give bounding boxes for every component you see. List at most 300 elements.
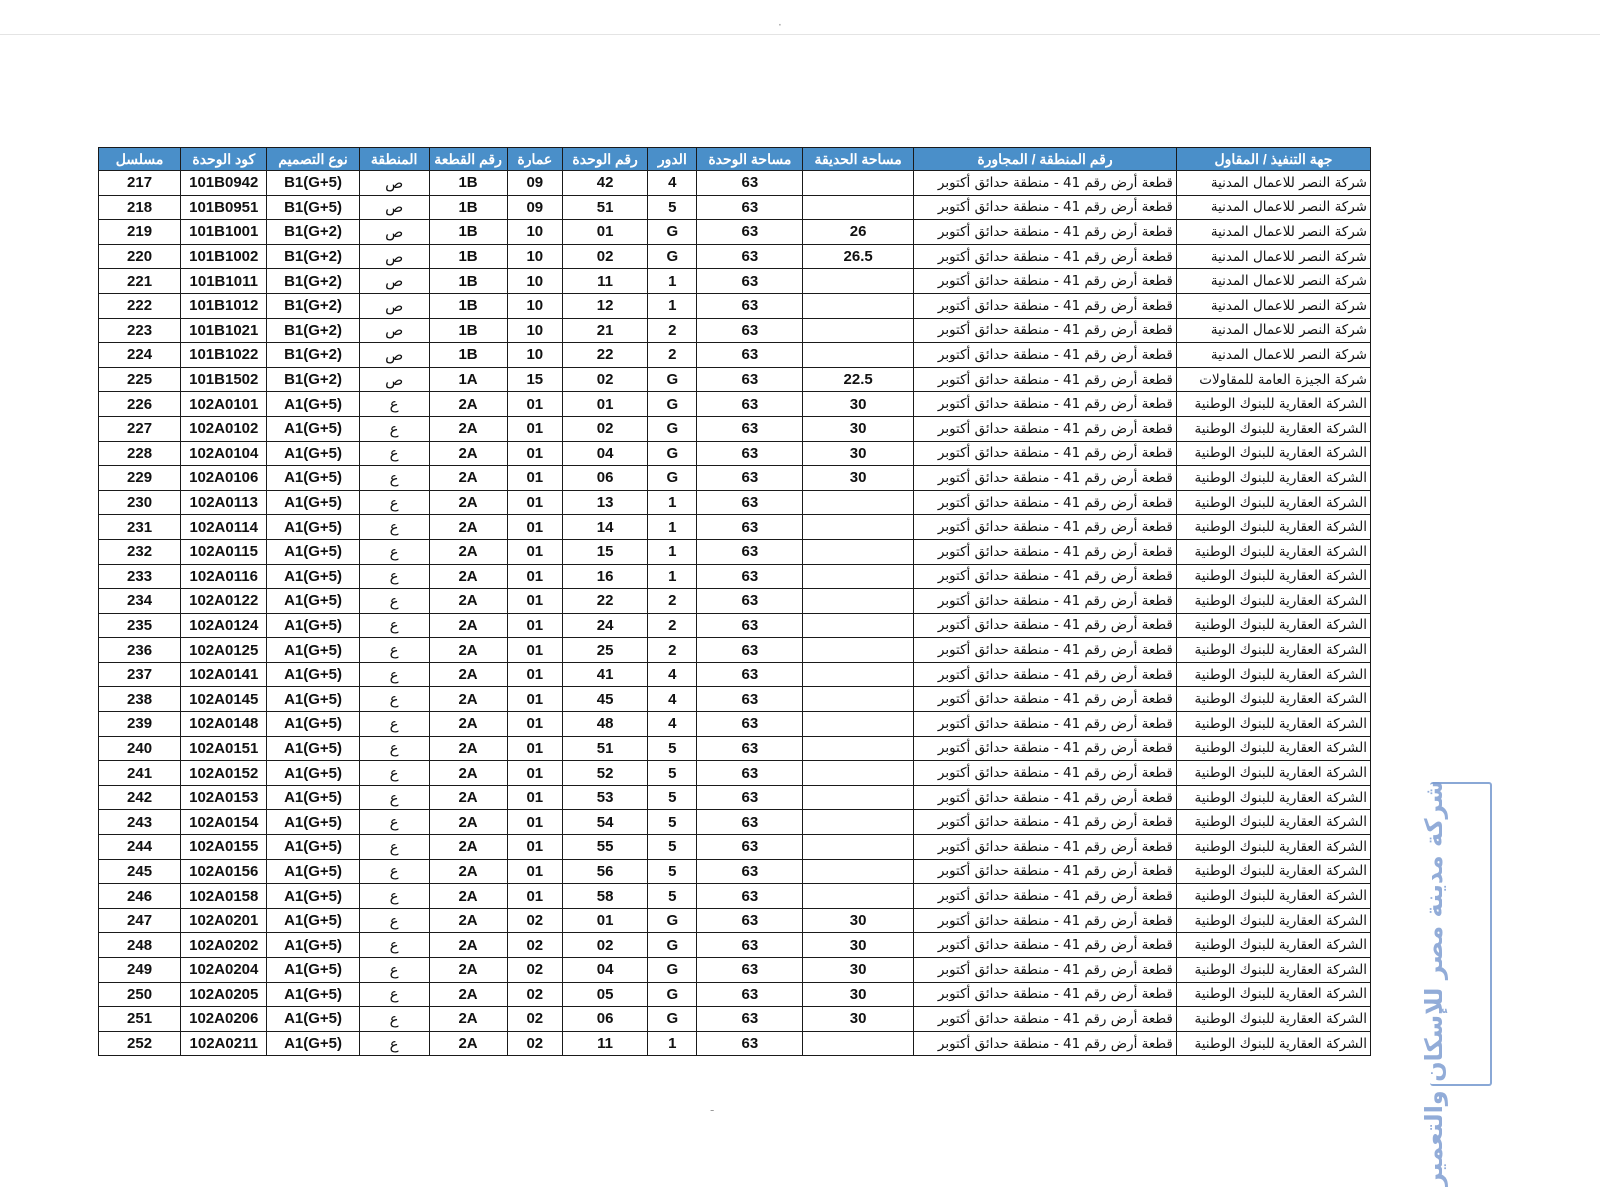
garden-area-cell (803, 539, 914, 564)
unit-code-cell: 102A0106 (181, 466, 267, 491)
plot-no-cell: 2A (429, 810, 507, 835)
region-cell: قطعة أرض رقم 41 - منطقة حدائق أكتوبر (914, 810, 1177, 835)
header-unit-code: كود الوحدة (181, 148, 267, 171)
unit-code-cell: 101B0951 (181, 195, 267, 220)
unit-area-cell: 63 (697, 687, 803, 712)
serial-cell: 230 (99, 490, 181, 515)
table-row (99, 1031, 1371, 1056)
region-cell: قطعة أرض رقم 41 - منطقة حدائق أكتوبر (914, 269, 1177, 294)
zone-cell: ع (359, 490, 429, 515)
floor-cell: G (648, 908, 697, 933)
table-row (99, 712, 1371, 737)
unit-no-cell: 51 (563, 195, 648, 220)
region-cell: قطعة أرض رقم 41 - منطقة حدائق أكتوبر (914, 662, 1177, 687)
region-cell: قطعة أرض رقم 41 - منطقة حدائق أكتوبر (914, 933, 1177, 958)
plot-no-cell: 2A (429, 490, 507, 515)
unit-no-cell: 05 (563, 982, 648, 1007)
table-row (99, 392, 1371, 417)
unit-code-cell: 102A0206 (181, 1007, 267, 1032)
garden-area-cell: 30 (803, 392, 914, 417)
unit-code-cell: 101B1011 (181, 269, 267, 294)
unit-code-cell: 102A0122 (181, 589, 267, 614)
zone-cell: ع (359, 982, 429, 1007)
unit-area-cell: 63 (697, 638, 803, 663)
table-row (99, 416, 1371, 441)
region-cell: قطعة أرض رقم 41 - منطقة حدائق أكتوبر (914, 564, 1177, 589)
floor-cell: G (648, 220, 697, 245)
contractor-cell: شركة النصر للاعمال المدنية (1176, 171, 1370, 196)
unit-code-cell: 102A0152 (181, 761, 267, 786)
serial-cell: 240 (99, 736, 181, 761)
unit-code-cell: 102A0151 (181, 736, 267, 761)
building-cell: 01 (507, 884, 562, 909)
serial-cell: 231 (99, 515, 181, 540)
garden-area-cell (803, 835, 914, 860)
region-cell: قطعة أرض رقم 41 - منطقة حدائق أكتوبر (914, 736, 1177, 761)
unit-no-cell: 01 (563, 392, 648, 417)
zone-cell: ع (359, 662, 429, 687)
table-row (99, 195, 1371, 220)
unit-area-cell: 63 (697, 662, 803, 687)
building-cell: 01 (507, 564, 562, 589)
unit-no-cell: 02 (563, 933, 648, 958)
zone-cell: ص (359, 269, 429, 294)
plot-no-cell: 2A (429, 613, 507, 638)
region-cell: قطعة أرض رقم 41 - منطقة حدائق أكتوبر (914, 195, 1177, 220)
building-cell: 02 (507, 933, 562, 958)
unit-no-cell: 42 (563, 171, 648, 196)
floor-cell: 2 (648, 613, 697, 638)
zone-cell: ع (359, 761, 429, 786)
design-type-cell: A1(G+5) (267, 662, 359, 687)
unit-no-cell: 04 (563, 441, 648, 466)
header-zone: المنطقة (359, 148, 429, 171)
serial-cell: 245 (99, 859, 181, 884)
unit-no-cell: 12 (563, 293, 648, 318)
region-cell: قطعة أرض رقم 41 - منطقة حدائق أكتوبر (914, 958, 1177, 983)
design-type-cell: A1(G+5) (267, 416, 359, 441)
contractor-cell: الشركة العقارية للبنوك الوطنية (1176, 908, 1370, 933)
zone-cell: ع (359, 835, 429, 860)
unit-area-cell: 63 (697, 171, 803, 196)
building-cell: 01 (507, 638, 562, 663)
garden-area-cell: 26.5 (803, 244, 914, 269)
garden-area-cell (803, 736, 914, 761)
design-type-cell: A1(G+5) (267, 589, 359, 614)
unit-no-cell: 51 (563, 736, 648, 761)
floor-cell: 2 (648, 589, 697, 614)
unit-area-cell: 63 (697, 441, 803, 466)
zone-cell: ص (359, 195, 429, 220)
region-cell: قطعة أرض رقم 41 - منطقة حدائق أكتوبر (914, 220, 1177, 245)
table-row (99, 835, 1371, 860)
garden-area-cell (803, 761, 914, 786)
zone-cell: ص (359, 343, 429, 368)
building-cell: 01 (507, 392, 562, 417)
design-type-cell: B1(G+2) (267, 293, 359, 318)
unit-area-cell: 63 (697, 736, 803, 761)
plot-no-cell: 2A (429, 859, 507, 884)
plot-no-cell: 2A (429, 564, 507, 589)
unit-code-cell: 102A0141 (181, 662, 267, 687)
serial-cell: 247 (99, 908, 181, 933)
zone-cell: ع (359, 564, 429, 589)
serial-cell: 229 (99, 466, 181, 491)
plot-no-cell: 2A (429, 392, 507, 417)
contractor-cell: الشركة العقارية للبنوك الوطنية (1176, 736, 1370, 761)
serial-cell: 242 (99, 785, 181, 810)
serial-cell: 224 (99, 343, 181, 368)
building-cell: 01 (507, 810, 562, 835)
floor-cell: 1 (648, 515, 697, 540)
serial-cell: 218 (99, 195, 181, 220)
building-cell: 01 (507, 539, 562, 564)
table-row (99, 171, 1371, 196)
plot-no-cell: 2A (429, 1031, 507, 1056)
garden-area-cell (803, 343, 914, 368)
header-unit-area: مساحة الوحدة (697, 148, 803, 171)
unit-no-cell: 01 (563, 220, 648, 245)
garden-area-cell (803, 195, 914, 220)
zone-cell: ع (359, 441, 429, 466)
design-type-cell: A1(G+5) (267, 466, 359, 491)
building-cell: 01 (507, 712, 562, 737)
zone-cell: ص (359, 171, 429, 196)
region-cell: قطعة أرض رقم 41 - منطقة حدائق أكتوبر (914, 244, 1177, 269)
contractor-cell: الشركة العقارية للبنوك الوطنية (1176, 761, 1370, 786)
header-region: رقم المنطقة / المجاورة (914, 148, 1177, 171)
unit-no-cell: 56 (563, 859, 648, 884)
unit-code-cell: 102A0148 (181, 712, 267, 737)
garden-area-cell (803, 515, 914, 540)
zone-cell: ع (359, 810, 429, 835)
unit-no-cell: 04 (563, 958, 648, 983)
garden-area-cell (803, 171, 914, 196)
garden-area-cell: 30 (803, 1007, 914, 1032)
floor-cell: 5 (648, 810, 697, 835)
unit-code-cell: 102A0124 (181, 613, 267, 638)
design-type-cell: B1(G+2) (267, 343, 359, 368)
contractor-cell: الشركة العقارية للبنوك الوطنية (1176, 982, 1370, 1007)
building-cell: 09 (507, 195, 562, 220)
floor-cell: 5 (648, 761, 697, 786)
plot-no-cell: 2A (429, 761, 507, 786)
zone-cell: ص (359, 220, 429, 245)
zone-cell: ع (359, 466, 429, 491)
unit-area-cell: 63 (697, 1031, 803, 1056)
serial-cell: 248 (99, 933, 181, 958)
header-building: عمارة (507, 148, 562, 171)
design-type-cell: A1(G+5) (267, 1031, 359, 1056)
design-type-cell: A1(G+5) (267, 539, 359, 564)
unit-no-cell: 22 (563, 343, 648, 368)
building-cell: 02 (507, 1007, 562, 1032)
table-row (99, 982, 1371, 1007)
table-row (99, 269, 1371, 294)
unit-code-cell: 102A0156 (181, 859, 267, 884)
serial-cell: 217 (99, 171, 181, 196)
building-cell: 01 (507, 613, 562, 638)
table-row (99, 293, 1371, 318)
unit-area-cell: 63 (697, 761, 803, 786)
region-cell: قطعة أرض رقم 41 - منطقة حدائق أكتوبر (914, 466, 1177, 491)
unit-area-cell: 63 (697, 982, 803, 1007)
table-body (99, 171, 1371, 1056)
floor-cell: 5 (648, 195, 697, 220)
floor-cell: 5 (648, 736, 697, 761)
garden-area-cell (803, 785, 914, 810)
plot-no-cell: 2A (429, 638, 507, 663)
unit-no-cell: 24 (563, 613, 648, 638)
contractor-cell: شركة الجيزة العامة للمقاولات (1176, 367, 1370, 392)
unit-code-cell: 102A0145 (181, 687, 267, 712)
unit-no-cell: 52 (563, 761, 648, 786)
plot-no-cell: 2A (429, 687, 507, 712)
table-row (99, 613, 1371, 638)
plot-no-cell: 2A (429, 835, 507, 860)
building-cell: 01 (507, 785, 562, 810)
serial-cell: 219 (99, 220, 181, 245)
zone-cell: ع (359, 613, 429, 638)
unit-no-cell: 06 (563, 1007, 648, 1032)
header-design-type: نوع التصميم (267, 148, 359, 171)
plot-no-cell: 2A (429, 416, 507, 441)
plot-no-cell: 2A (429, 884, 507, 909)
design-type-cell: A1(G+5) (267, 564, 359, 589)
floor-cell: 1 (648, 269, 697, 294)
floor-cell: 1 (648, 539, 697, 564)
building-cell: 02 (507, 958, 562, 983)
region-cell: قطعة أرض رقم 41 - منطقة حدائق أكتوبر (914, 687, 1177, 712)
header-contractor: جهة التنفيذ / المقاول (1176, 148, 1370, 171)
serial-cell: 246 (99, 884, 181, 909)
table-row (99, 958, 1371, 983)
table-header-row (99, 148, 1371, 171)
floor-cell: 5 (648, 835, 697, 860)
header-unit-no: رقم الوحدة (563, 148, 648, 171)
design-type-cell: A1(G+5) (267, 613, 359, 638)
zone-cell: ع (359, 859, 429, 884)
garden-area-cell: 30 (803, 933, 914, 958)
building-cell: 10 (507, 269, 562, 294)
unit-no-cell: 22 (563, 589, 648, 614)
serial-cell: 236 (99, 638, 181, 663)
zone-cell: ص (359, 367, 429, 392)
unit-no-cell: 02 (563, 244, 648, 269)
building-cell: 02 (507, 908, 562, 933)
header-floor: الدور (648, 148, 697, 171)
region-cell: قطعة أرض رقم 41 - منطقة حدائق أكتوبر (914, 293, 1177, 318)
garden-area-cell (803, 687, 914, 712)
region-cell: قطعة أرض رقم 41 - منطقة حدائق أكتوبر (914, 859, 1177, 884)
units-table (98, 147, 1371, 1056)
unit-area-cell: 63 (697, 835, 803, 860)
table-row (99, 1007, 1371, 1032)
unit-no-cell: 11 (563, 1031, 648, 1056)
design-type-cell: A1(G+5) (267, 884, 359, 909)
design-type-cell: A1(G+5) (267, 810, 359, 835)
contractor-cell: الشركة العقارية للبنوك الوطنية (1176, 564, 1370, 589)
building-cell: 01 (507, 687, 562, 712)
table-row (99, 343, 1371, 368)
garden-area-cell (803, 269, 914, 294)
unit-area-cell: 63 (697, 416, 803, 441)
plot-no-cell: 1B (429, 343, 507, 368)
plot-no-cell: 1A (429, 367, 507, 392)
plot-no-cell: 2A (429, 958, 507, 983)
unit-area-cell: 63 (697, 1007, 803, 1032)
unit-code-cell: 102A0204 (181, 958, 267, 983)
unit-code-cell: 101B1001 (181, 220, 267, 245)
table-row (99, 933, 1371, 958)
design-type-cell: A1(G+5) (267, 908, 359, 933)
unit-no-cell: 01 (563, 908, 648, 933)
unit-no-cell: 54 (563, 810, 648, 835)
zone-cell: ع (359, 416, 429, 441)
unit-code-cell: 101B0942 (181, 171, 267, 196)
floor-cell: G (648, 441, 697, 466)
plot-no-cell: 2A (429, 712, 507, 737)
floor-cell: G (648, 466, 697, 491)
serial-cell: 249 (99, 958, 181, 983)
contractor-cell: الشركة العقارية للبنوك الوطنية (1176, 515, 1370, 540)
contractor-cell: الشركة العقارية للبنوك الوطنية (1176, 466, 1370, 491)
unit-code-cell: 102A0154 (181, 810, 267, 835)
unit-code-cell: 102A0101 (181, 392, 267, 417)
header-serial: مسلسل (99, 148, 181, 171)
unit-area-cell: 63 (697, 392, 803, 417)
contractor-cell: الشركة العقارية للبنوك الوطنية (1176, 392, 1370, 417)
serial-cell: 244 (99, 835, 181, 860)
design-type-cell: A1(G+5) (267, 835, 359, 860)
plot-no-cell: 2A (429, 908, 507, 933)
unit-area-cell: 63 (697, 343, 803, 368)
contractor-cell: شركة النصر للاعمال المدنية (1176, 269, 1370, 294)
serial-cell: 234 (99, 589, 181, 614)
zone-cell: ع (359, 736, 429, 761)
unit-no-cell: 16 (563, 564, 648, 589)
serial-cell: 223 (99, 318, 181, 343)
design-type-cell: A1(G+5) (267, 1007, 359, 1032)
zone-cell: ع (359, 687, 429, 712)
serial-cell: 228 (99, 441, 181, 466)
garden-area-cell: 30 (803, 982, 914, 1007)
unit-code-cell: 101B1502 (181, 367, 267, 392)
region-cell: قطعة أرض رقم 41 - منطقة حدائق أكتوبر (914, 785, 1177, 810)
table-row (99, 515, 1371, 540)
unit-code-cell: 102A0153 (181, 785, 267, 810)
zone-cell: ص (359, 318, 429, 343)
serial-cell: 243 (99, 810, 181, 835)
floor-cell: G (648, 982, 697, 1007)
serial-cell: 233 (99, 564, 181, 589)
unit-no-cell: 15 (563, 539, 648, 564)
unit-code-cell: 102A0125 (181, 638, 267, 663)
floor-cell: 1 (648, 564, 697, 589)
unit-code-cell: 102A0114 (181, 515, 267, 540)
contractor-cell: الشركة العقارية للبنوك الوطنية (1176, 416, 1370, 441)
table-row (99, 736, 1371, 761)
floor-cell: G (648, 416, 697, 441)
table-row (99, 367, 1371, 392)
floor-cell: 1 (648, 490, 697, 515)
unit-no-cell: 02 (563, 367, 648, 392)
garden-area-cell (803, 662, 914, 687)
contractor-cell: الشركة العقارية للبنوك الوطنية (1176, 539, 1370, 564)
table-row (99, 859, 1371, 884)
region-cell: قطعة أرض رقم 41 - منطقة حدائق أكتوبر (914, 318, 1177, 343)
building-cell: 02 (507, 982, 562, 1007)
plot-no-cell: 1B (429, 269, 507, 294)
floor-cell: G (648, 244, 697, 269)
garden-area-cell (803, 1031, 914, 1056)
contractor-cell: الشركة العقارية للبنوك الوطنية (1176, 810, 1370, 835)
floor-cell: G (648, 367, 697, 392)
floor-cell: 4 (648, 662, 697, 687)
building-cell: 01 (507, 466, 562, 491)
zone-cell: ع (359, 1007, 429, 1032)
unit-no-cell: 02 (563, 416, 648, 441)
table-row (99, 441, 1371, 466)
plot-no-cell: 2A (429, 441, 507, 466)
garden-area-cell (803, 884, 914, 909)
floor-cell: G (648, 933, 697, 958)
plot-no-cell: 2A (429, 515, 507, 540)
floor-cell: 2 (648, 638, 697, 663)
table-row (99, 884, 1371, 909)
region-cell: قطعة أرض رقم 41 - منطقة حدائق أكتوبر (914, 1031, 1177, 1056)
design-type-cell: A1(G+5) (267, 638, 359, 663)
plot-no-cell: 1B (429, 293, 507, 318)
unit-area-cell: 63 (697, 785, 803, 810)
garden-area-cell: 30 (803, 908, 914, 933)
serial-cell: 239 (99, 712, 181, 737)
table-row (99, 466, 1371, 491)
building-cell: 09 (507, 171, 562, 196)
unit-area-cell: 63 (697, 933, 803, 958)
unit-area-cell: 63 (697, 589, 803, 614)
contractor-cell: الشركة العقارية للبنوك الوطنية (1176, 884, 1370, 909)
design-type-cell: B1(G+5) (267, 171, 359, 196)
design-type-cell: A1(G+5) (267, 712, 359, 737)
unit-area-cell: 63 (697, 515, 803, 540)
contractor-cell: الشركة العقارية للبنوك الوطنية (1176, 933, 1370, 958)
unit-code-cell: 102A0116 (181, 564, 267, 589)
contractor-cell: شركة النصر للاعمال المدنية (1176, 244, 1370, 269)
region-cell: قطعة أرض رقم 41 - منطقة حدائق أكتوبر (914, 982, 1177, 1007)
unit-no-cell: 48 (563, 712, 648, 737)
scan-speck: · (778, 18, 782, 32)
unit-no-cell: 53 (563, 785, 648, 810)
zone-cell: ع (359, 392, 429, 417)
garden-area-cell (803, 589, 914, 614)
table-row (99, 662, 1371, 687)
design-type-cell: B1(G+2) (267, 367, 359, 392)
scan-speck: - (710, 1103, 715, 1117)
unit-code-cell: 101B1022 (181, 343, 267, 368)
contractor-cell: شركة النصر للاعمال المدنية (1176, 343, 1370, 368)
floor-cell: 1 (648, 1031, 697, 1056)
region-cell: قطعة أرض رقم 41 - منطقة حدائق أكتوبر (914, 589, 1177, 614)
zone-cell: ع (359, 1031, 429, 1056)
contractor-cell: الشركة العقارية للبنوك الوطنية (1176, 785, 1370, 810)
garden-area-cell (803, 293, 914, 318)
plot-no-cell: 2A (429, 736, 507, 761)
design-type-cell: A1(G+5) (267, 392, 359, 417)
floor-cell: 5 (648, 884, 697, 909)
serial-cell: 232 (99, 539, 181, 564)
zone-cell: ص (359, 244, 429, 269)
